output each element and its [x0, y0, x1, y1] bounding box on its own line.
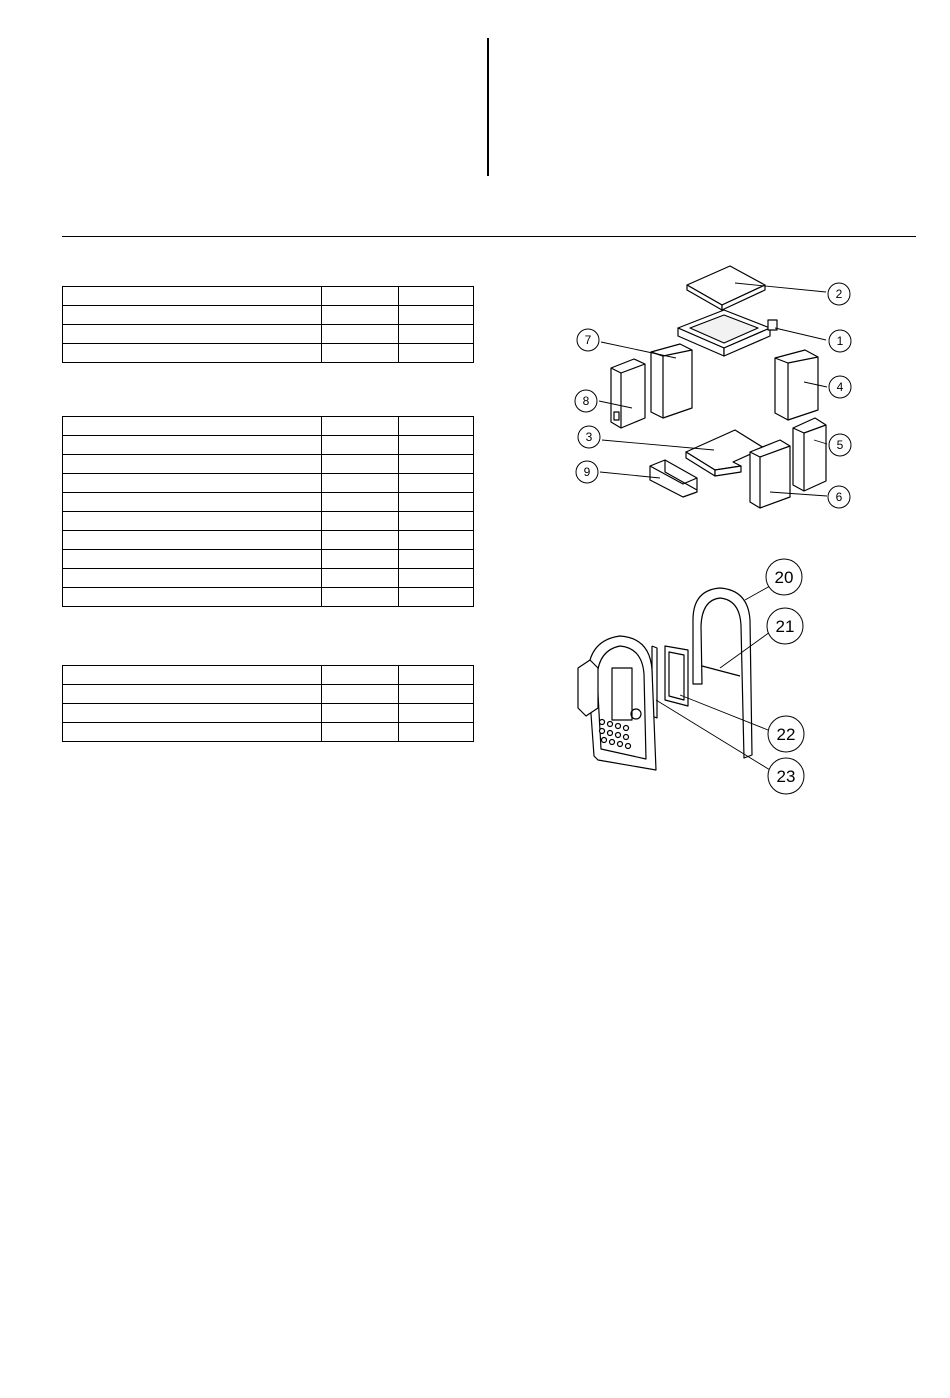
callout-8: 8: [582, 394, 590, 408]
part-1-grate-frame: [678, 310, 777, 356]
part-2-top-plate: [687, 266, 765, 310]
callout-23: 23: [776, 767, 796, 786]
callout-22: 22: [776, 725, 796, 744]
part-20-door-seal: [693, 588, 752, 758]
part-5-side-brick: [793, 418, 826, 491]
part-6-side-brick: [750, 440, 790, 508]
callout-1: 1: [836, 334, 844, 348]
callout-2: 2: [835, 287, 843, 301]
part-9-ash-tray: [650, 460, 697, 497]
callout-20: 20: [774, 568, 794, 587]
callout-5: 5: [836, 438, 844, 452]
part-8-side-brick: [611, 359, 645, 428]
callout-9: 9: [583, 465, 591, 479]
part-4-side-brick: [775, 350, 818, 420]
door-front: [578, 636, 656, 770]
callout-3: 3: [585, 430, 593, 444]
callout-21: 21: [775, 617, 795, 636]
part-7-side-brick: [651, 344, 692, 418]
callout-7: 7: [584, 333, 592, 347]
callout-6: 6: [835, 490, 843, 504]
callout-4: 4: [836, 380, 844, 394]
